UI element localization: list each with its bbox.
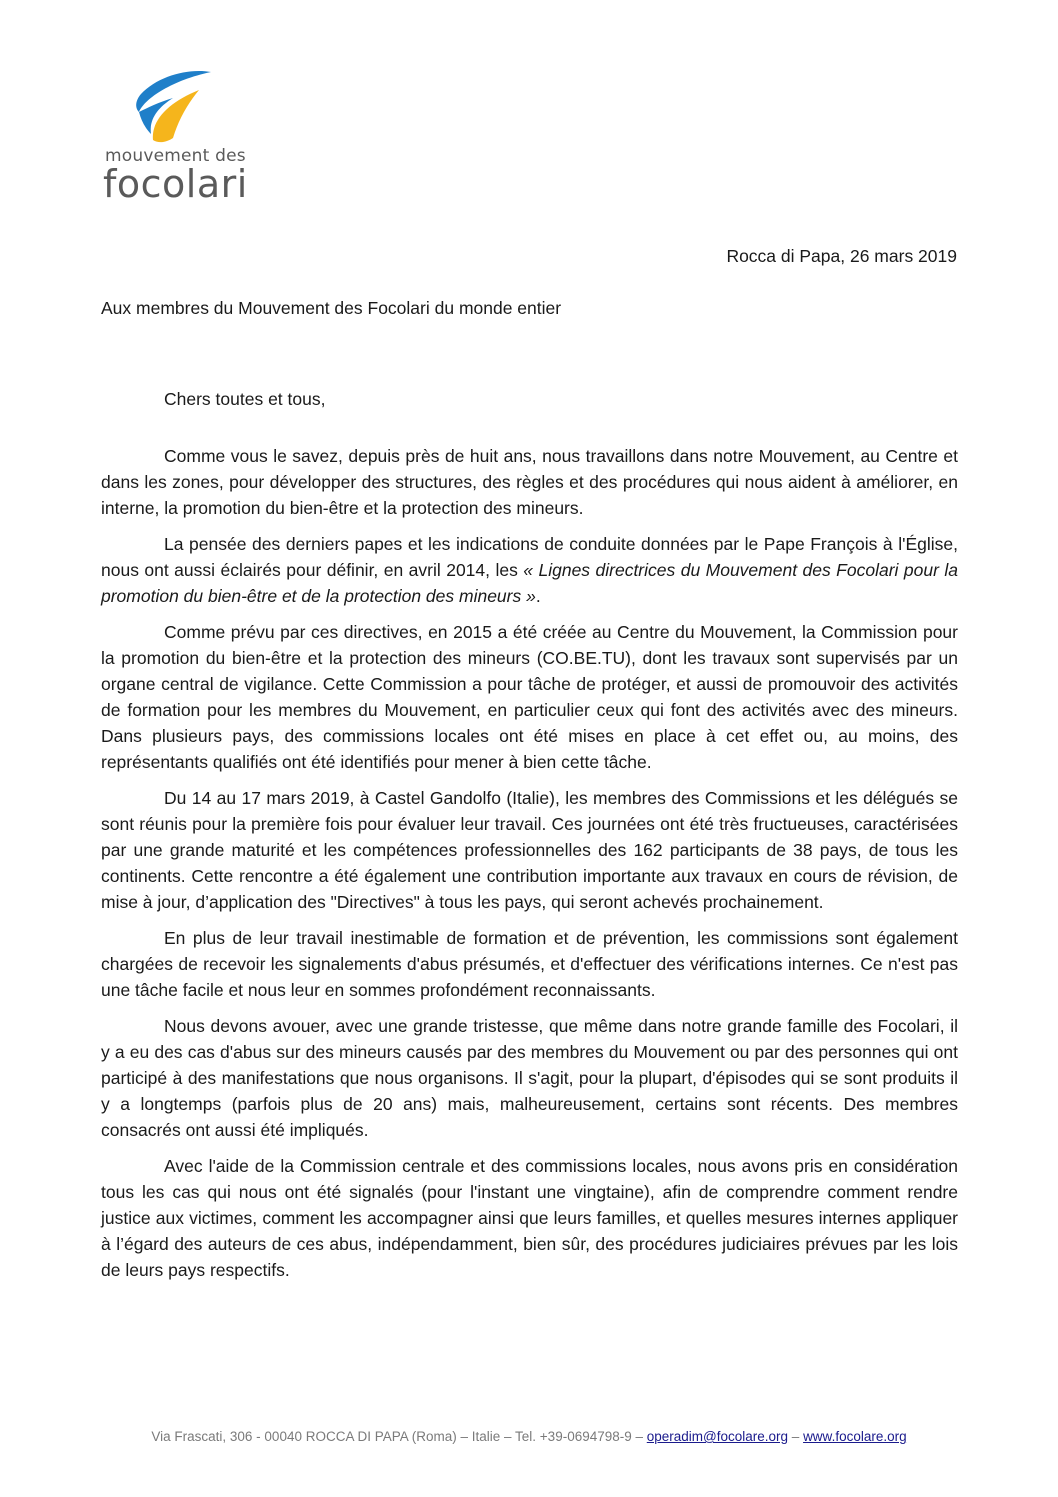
letter-body	[101, 443, 958, 1293]
logo-subtitle: mouvement des	[105, 146, 246, 166]
letter-date: Rocca di Papa, 26 mars 2019	[726, 246, 957, 266]
paragraph-1: Comme vous le savez, depuis près de huit ans, nous travaillons dans notre Mouvement, au Centre et dans les zones, pour développer des structures, des règles et des procédures qui nous aident à améliorer, en interne, la promotion du bien-être et la protection des mineurs.	[101, 446, 958, 518]
paragraph-3: Comme prévu par ces directives, en 2015 a été créée au Centre du Mouvement, la Commission pour la promotion du bien-être et la protection des mineurs (CO.BE.TU), dont les travaux sont supervisés par un organe central de vigilance. Cette Commission a pour tâche de protéger, et aussi de promouvoir des activités de formation pour les membres du Mouvement, en particulier ceux qui font des activités avec des mineurs. Dans plusieurs pays, des commissions locales ont été mises en place à cet effet ou, au moins, des représentants qualifiés ont été identifiés pour mener à bien cette tâche.	[101, 622, 958, 772]
logo-title: focolari	[103, 162, 248, 206]
letter-recipient: Aux membres du Mouvement des Focolari du monde entier	[101, 298, 562, 318]
paragraph-7: Avec l'aide de la Commission centrale et des commissions locales, nous avons pris en considération tous les cas qui nous ont été signalés (pour l'instant une vingtaine), afin de comprendre comment rendre justice aux victimes, comment les accompagner ainsi que leurs familles, et quelles mesures internes appliquer à l’égard des auteurs de ces abus, indépendamment, bien sûr, des procédures judiciaires prévues par les lois de leurs pays respectifs.	[101, 1156, 958, 1280]
footer-website-link[interactable]: www.focolare.org	[803, 1429, 907, 1444]
paragraph-2	[101, 531, 958, 609]
paragraph-6: Nous devons avouer, avec une grande tristesse, que même dans notre grande famille des Focolari, il y a eu des cas d'abus sur des mineurs causés par des membres du Mouvement ou par des personnes qui ont participé à des manifestations que nous organisons. Il s'agit, pour la plupart, d'épisodes qui se sont produits il y a longtemps (parfois plus de 20 ans) mais, malheureusement, certains sont récents. Des membres consacrés ont aussi été impliqués.	[101, 1016, 958, 1140]
guidelines-title: « Lignes directrices du Mouvement des Focolari pour la promotion du bien-être et de la protection des mineurs »	[101, 560, 958, 606]
paragraph-4: Du 14 au 17 mars 2019, à Castel Gandolfo (Italie), les membres des Commissions et les délégués se sont réunis pour la première fois pour évaluer leur travail. Ces journées ont été très fructueuses, caractérisées par une grande maturité et les compétences professionnelles des 162 participants de 38 pays, de tous les continents. Cette rencontre a été également une contribution importante aux travaux en cours de révision, de mise à jour, d’application des "Directives" à tous les pays, qui seront achevés prochainement.	[101, 788, 958, 912]
page-footer	[0, 1429, 1058, 1444]
footer-separator: –	[788, 1429, 804, 1444]
footer-address: Via Frascati, 306 - 00040 ROCCA DI PAPA (Roma) – Italie – Tel. +39-0694798-9 –	[151, 1429, 647, 1444]
focolari-logo	[103, 68, 273, 208]
footer-email-link[interactable]: operadim@focolare.org	[646, 1429, 789, 1444]
paragraph-2-text: La pensée des derniers papes et les indications de conduite données par le Pape François à l'Église, nous ont aussi éclairés pour définir, en avril 2014, les	[101, 534, 958, 580]
paragraph-5: En plus de leur travail inestimable de formation et de prévention, les commissions sont également chargées de recevoir les signalements d'abus présumés, et d'effectuer des vérifications internes. Ce n'est pas une tâche facile et nous leur en sommes profondément reconnaissants.	[101, 928, 958, 1000]
letter-salutation: Chers toutes et tous,	[164, 389, 326, 409]
paragraph-2-end: .	[535, 586, 541, 606]
focolari-flame-icon	[133, 68, 213, 144]
